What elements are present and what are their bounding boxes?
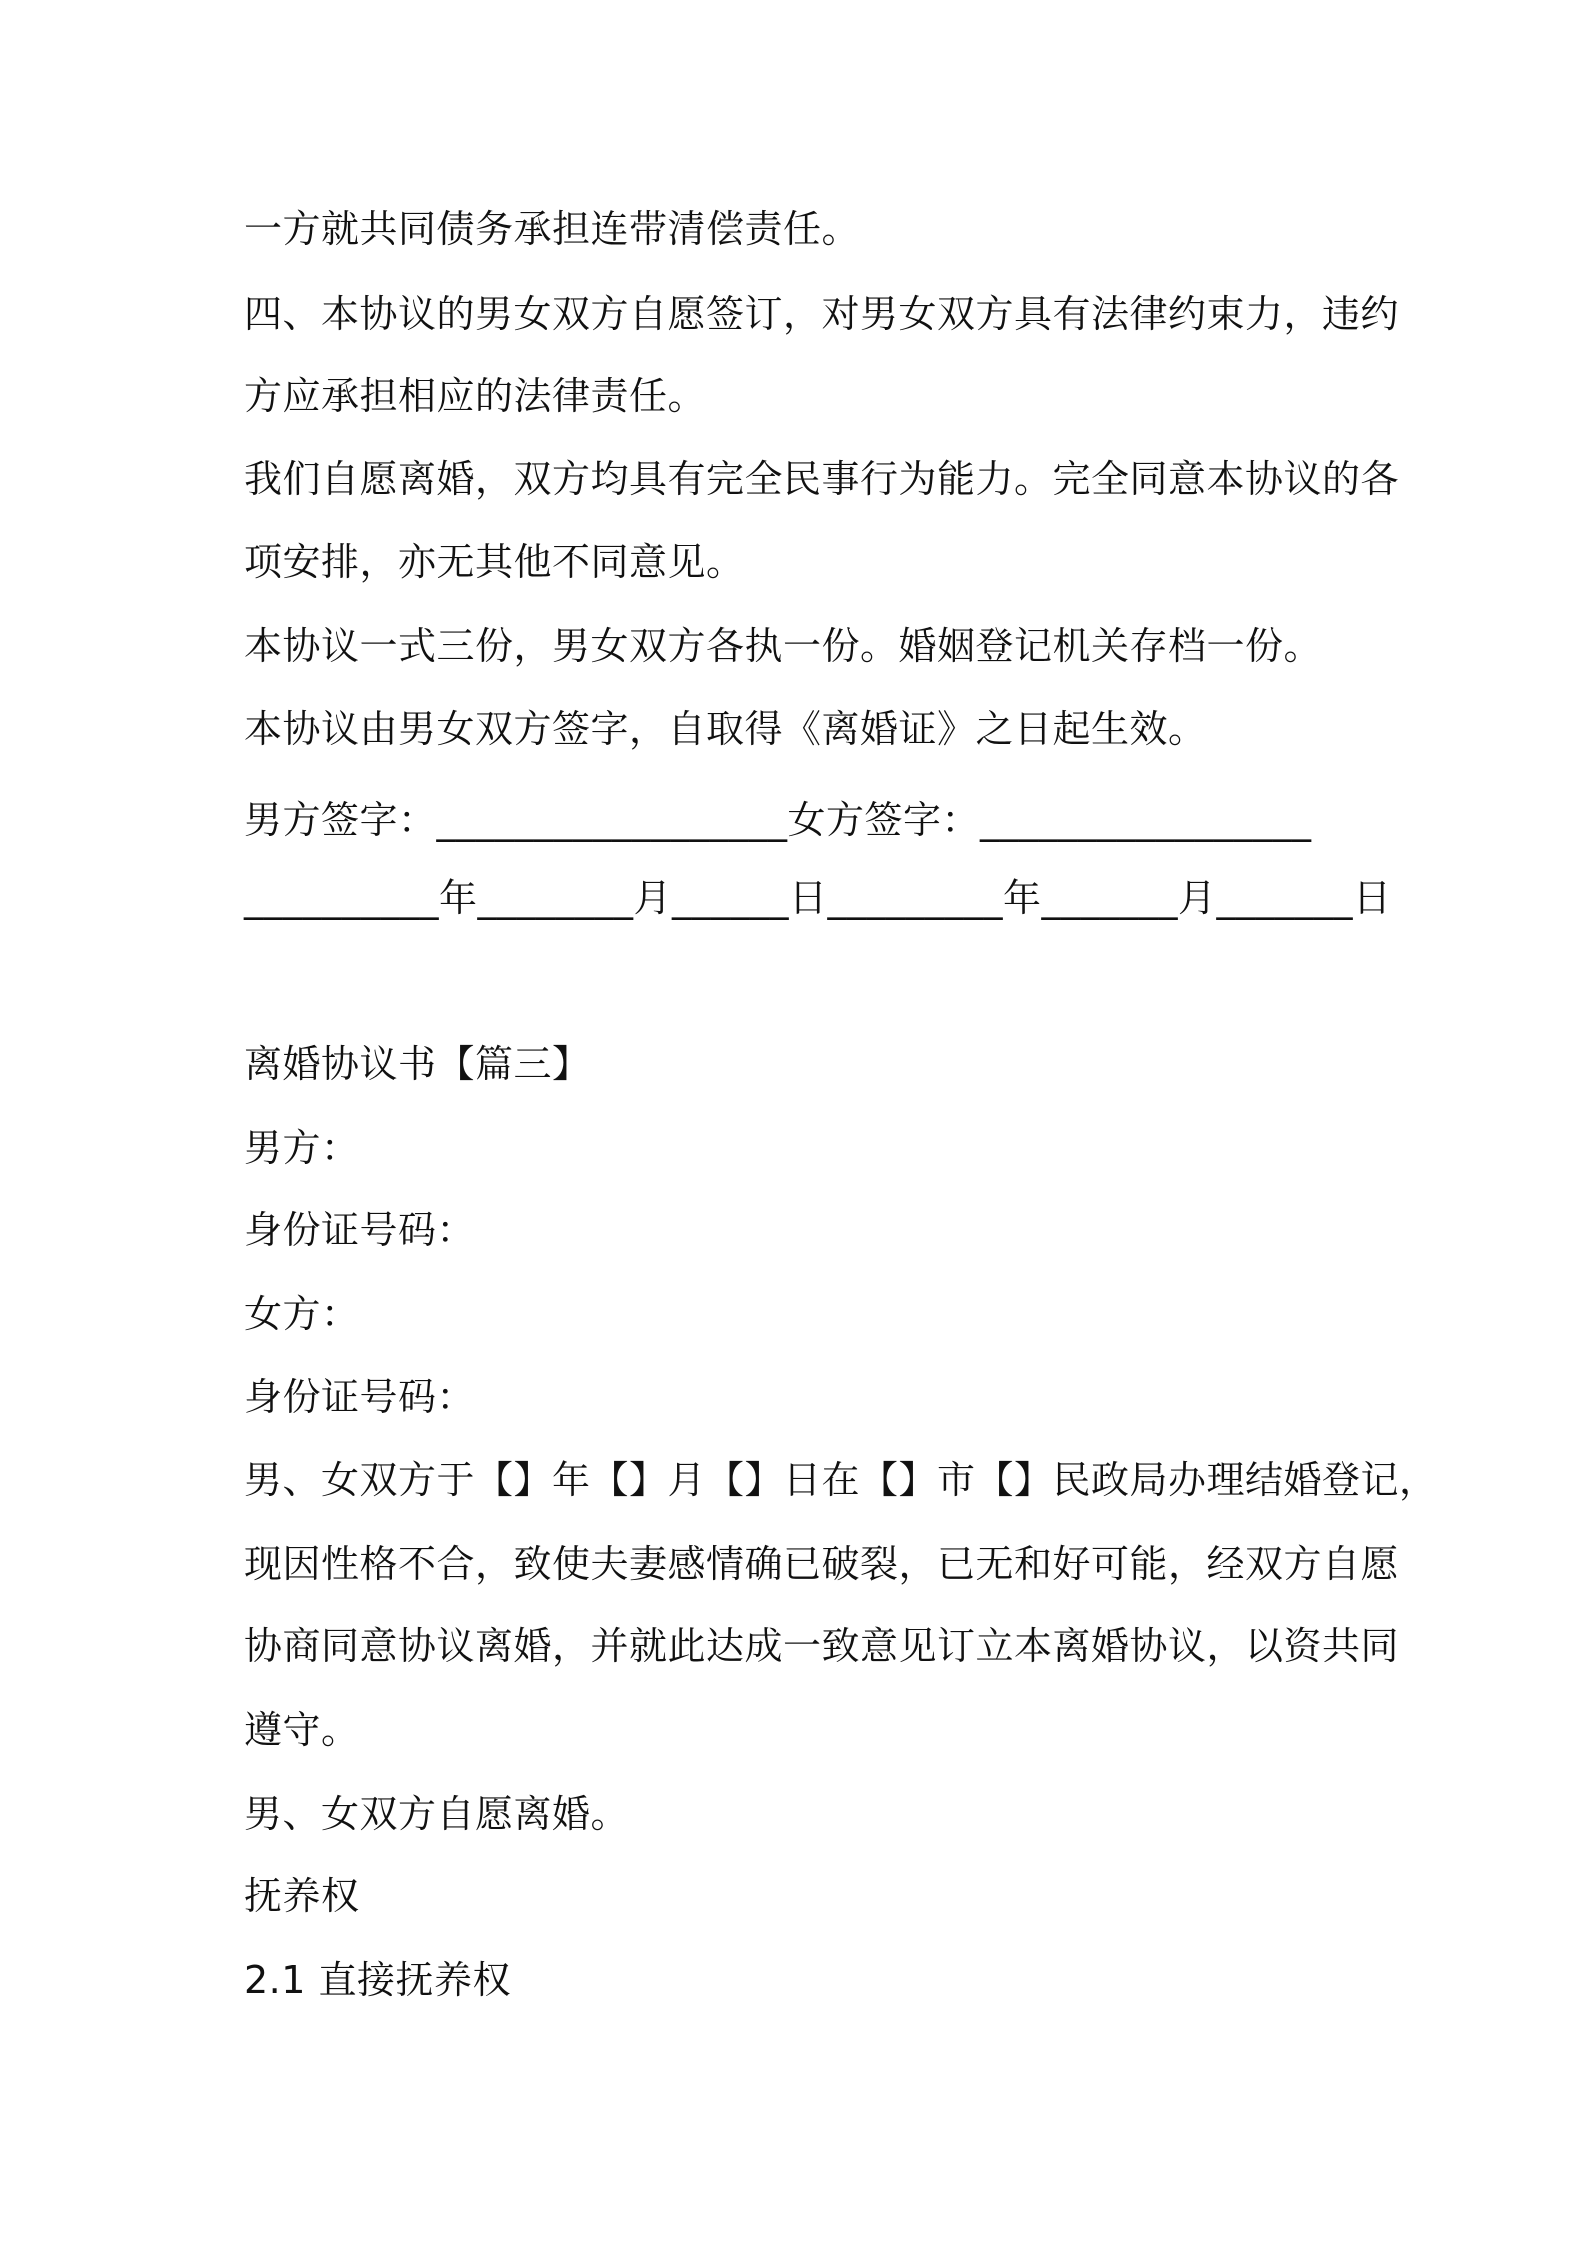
text-line: 本协议由男女双方签字，自取得《离婚证》之日起生效。: [244, 707, 1207, 751]
date-line: __________年________月______日_________年_______月_______日: [244, 876, 1392, 920]
section-title: 离婚协议书【篇三】: [244, 1042, 591, 1086]
text-line: 女方：: [244, 1292, 360, 1336]
text-line: 抚养权: [244, 1874, 360, 1918]
text-line: 男、女双方于【】年【】月【】日在【】市【】民政局办理结婚登记，: [244, 1458, 1438, 1502]
text-line: 项安排，亦无其他不同意见。: [244, 540, 745, 584]
text-line: 一方就共同债务承担连带清偿责任。: [244, 207, 861, 251]
text-line: 遵守。: [244, 1708, 360, 1752]
text-line: 男方：: [244, 1126, 360, 1170]
text-line: 现因性格不合，致使夫妻感情确已破裂，已无和好可能，经双方自愿: [244, 1542, 1400, 1586]
text-line: 身份证号码：: [244, 1375, 476, 1419]
text-line: 本协议一式三份，男女双方各执一份。婚姻登记机关存档一份。: [244, 624, 1323, 668]
text-line: 男、女双方自愿离婚。: [244, 1792, 630, 1836]
text-line: 2.1 直接抚养权: [244, 1958, 512, 2002]
text-line: 四、本协议的男女双方自愿签订，对男女双方具有法律约束力，违约: [244, 292, 1400, 336]
signature-line: 男方签字：__________________女方签字：_________________: [244, 798, 1312, 842]
text-line: 方应承担相应的法律责任。: [244, 374, 707, 418]
text-line: 我们自愿离婚，双方均具有完全民事行为能力。完全同意本协议的各: [244, 457, 1400, 501]
text-line: 身份证号码：: [244, 1208, 476, 1252]
text-line: 协商同意协议离婚，并就此达成一致意见订立本离婚协议，以资共同: [244, 1624, 1400, 1668]
